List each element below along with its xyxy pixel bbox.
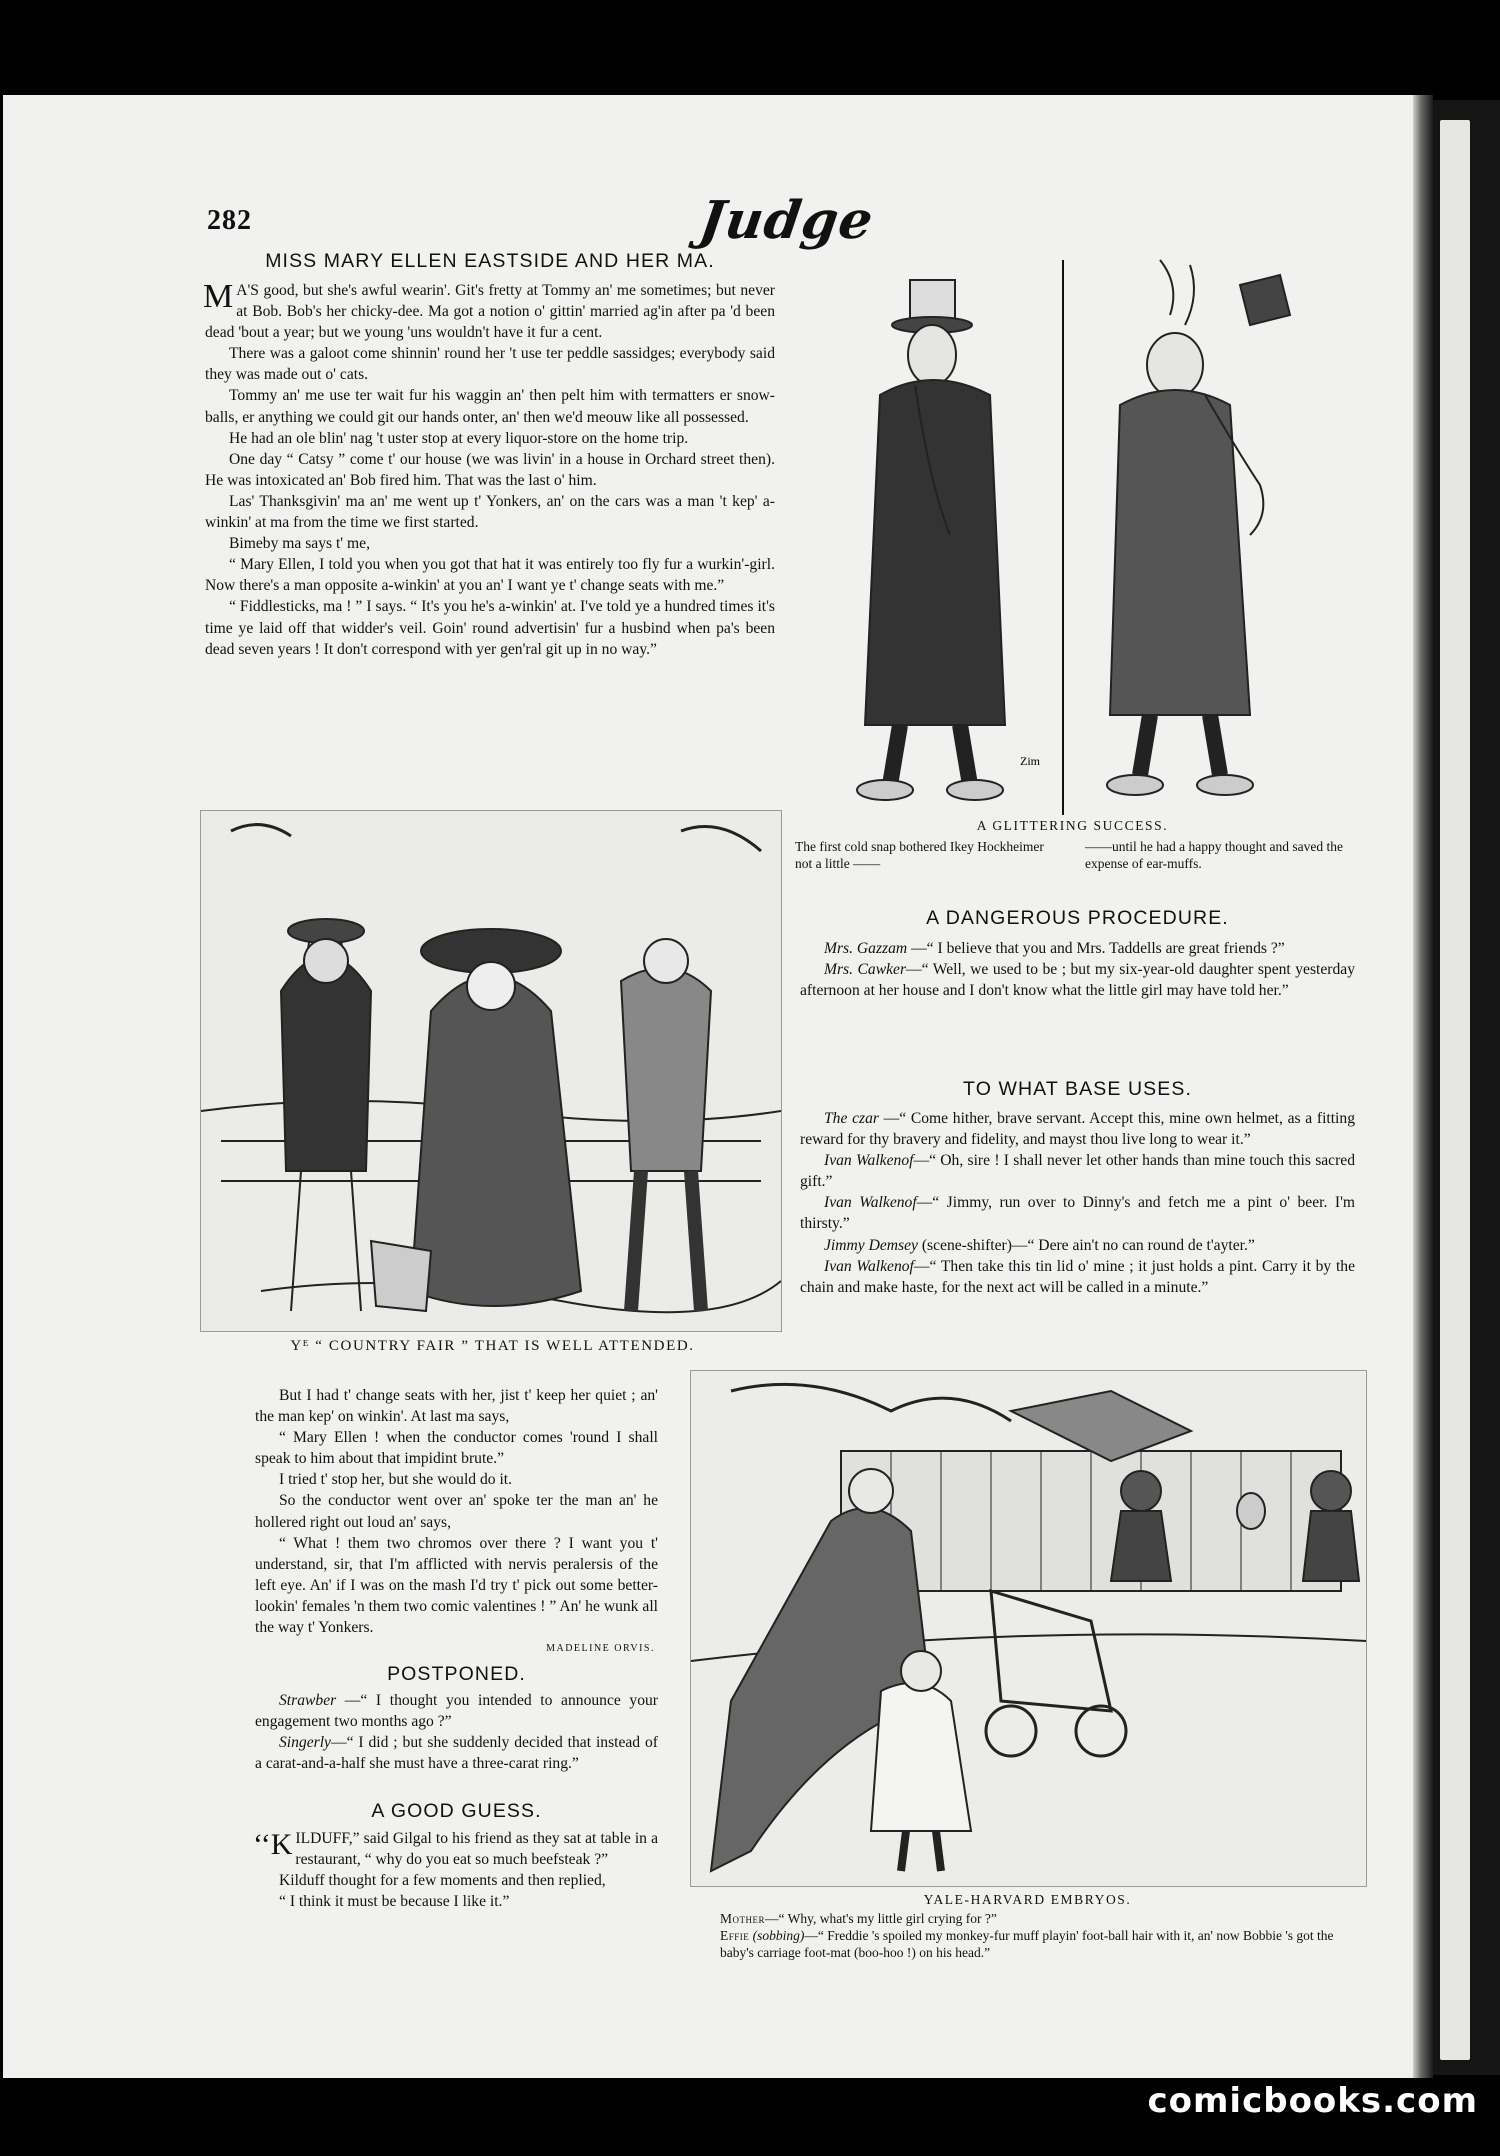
paragraph: There was a galoot come shinnin' round her 't use ter peddle sassidges; everybody said they was made out o' cats.	[205, 345, 775, 384]
article-body-base-uses	[800, 1108, 1355, 1298]
article-body-postponed	[255, 1690, 658, 1774]
speaker: Mrs. Gazzam	[824, 940, 908, 957]
illustration-glittering-success	[820, 255, 1325, 815]
paragraph: “ What ! them two chromos over there ? I want you t' understand, sir, that I'm afflicted with nervis peralersis of the left eye. An' if I was on the mash I'd try t' pick out some better-lookin' females 'n them two comic valentines ! ” An' he wunk all the way t' Yonkers.	[255, 1534, 658, 1637]
dialogue-line: —“ Come hither, brave servant. Accept this, mine own helmet, as a fitting reward for thy bravery and fidelity, and mayst thou live long to wear it.”	[800, 1110, 1355, 1149]
dialogue-line: —“ Oh, sire ! I shall never let other hands than mine touch this sacred gift.”	[800, 1152, 1356, 1191]
article-title-miss-mary-ellen: MISS MARY ELLEN EASTSIDE AND HER MA.	[265, 250, 715, 272]
dialogue-line: —“ Well, we used to be ; but my six-year-old daughter spent yesterday afternoon at her house and I don't know what the little girl may have told her.”	[800, 961, 1355, 1000]
paragraph: ILDUFF,” said Gilgal to his friend as they sat at table in a restaurant, “ why do you eat so much beefsteak ?”	[295, 1830, 658, 1869]
paragraph: Bimeby ma says t' me,	[229, 535, 370, 553]
speaker: Ivan Walkenof	[824, 1194, 917, 1212]
article-body-miss-mary-ellen	[205, 280, 775, 660]
dialogue-line: —“ I thought you intended to announce your engagement two months ago ?”	[255, 1692, 658, 1731]
paragraph: Kilduff thought for a few moments and then replied,	[279, 1872, 606, 1890]
paragraph: Tommy an' me use ter wait fur his waggin an' then pelt him with termatters er snow-balls, er anything we could git our hands onter, an' then we'd meouw like all possessed.	[205, 387, 775, 426]
paragraph: I tried t' stop her, but she would do it.	[279, 1471, 513, 1489]
article-title-dangerous-procedure: A DANGEROUS PROCEDURE.	[926, 907, 1229, 929]
paragraph: One day “ Catsy ” come t' our house (we was livin' in a house in Orchard street then). He was intoxicated an' Bob fired him. That was the last o' him.	[205, 450, 775, 489]
speaker: Strawber	[279, 1692, 337, 1709]
stage-direction: (sobbing)	[752, 1928, 805, 1943]
speaker: Mother	[720, 1911, 766, 1926]
speaker: Mrs. Cawker	[824, 961, 907, 979]
paragraph: “ Fiddlesticks, ma ! ” I says. “ It's you he's a-winkin' at. I've told ye a hundred times it's time ye laid off that widder's veil. Goin' round advertisin' fur a husbind when pa's been dead seven years ! It don't correspond with yer gen'ral git up in no way.”	[205, 598, 775, 658]
dialogue-line: —“ I believe that you and Mrs. Taddells are great friends ?”	[907, 940, 1285, 957]
speaker: The czar	[824, 1110, 879, 1127]
paragraph: But I had t' change seats with her, jist t' keep her quiet ; an' the man kep' on winkin'. At last ma says,	[255, 1387, 658, 1426]
speaker: Singerly	[279, 1734, 331, 1752]
dialogue-line: —“ Freddie 's spoiled my monkey-fur muff playin' foot-ball hair with it, an' now Bobbie 's got the baby's carriage foot-mat (boo-hoo !) on his head.”	[720, 1928, 1334, 1960]
drop-cap: ‘‘K	[253, 1828, 293, 1861]
caption-right-panel: ——until he had a happy thought and saved the expense of ear-muffs.	[1085, 839, 1343, 871]
author-signature: MADELINE ORVIS.	[546, 1643, 655, 1654]
masthead-logo: Judge	[695, 190, 878, 251]
paragraph: “ I think it must be because I like it.”	[279, 1893, 510, 1911]
paragraph: “ Mary Ellen ! when the conductor comes 'round I shall speak to him about that impidint brute.”	[255, 1429, 658, 1468]
paragraph: So the conductor went over an' spoke ter the man an' he hollered right out loud an' says,	[255, 1492, 658, 1531]
article-body-good-guess	[255, 1828, 658, 1912]
dialogue-line: —“ Then take this tin lid o' mine ; it just holds a pint. Carry it by the chain and make haste, for the next act will be called in a minute.”	[800, 1257, 1355, 1296]
paragraph: Las' Thanksgivin' ma an' me went up t' Yonkers, an' on the cars was a man 't kep' a-winkin' at ma from the time we first started.	[205, 492, 775, 532]
dialogue-line: —“ I did ; but she suddenly decided that instead of a carat-and-a-half she must have a three-carat ring.”	[255, 1734, 658, 1773]
dialogue-line: (scene-shifter)—“ Dere ain't no can round de t'ayter.”	[917, 1236, 1255, 1254]
illustration-country-fair	[200, 810, 782, 1332]
page-number: 282	[207, 205, 252, 236]
paragraph: “ Mary Ellen, I told you when you got that hat it was entirely too fly fur a wurkin'-girl. Now there's a man opposite a-winkin' at you an' I want ye t' change seats with me.”	[205, 556, 775, 595]
speaker: Jimmy Demsey	[824, 1236, 918, 1254]
article-body-dangerous-procedure	[800, 938, 1355, 1001]
caption-yale-dialogue	[720, 1910, 1370, 1961]
speaker: Ivan Walkenof	[824, 1152, 914, 1170]
illustration-yale-harvard	[690, 1370, 1367, 1887]
drop-cap: M	[203, 278, 234, 315]
speaker: Effie	[720, 1928, 750, 1943]
article-body-continued	[255, 1385, 658, 1638]
article-title-postponed: POSTPONED.	[387, 1663, 526, 1685]
paragraph: A'S good, but she's awful wearin'. Git's fretty at Tommy an' me sometimes; but never at Bob. Bob's her chicky-dee. Ma got a notion o' gittin' married ag'in after pa 'd been dead 'bout a year; but we young 'uns wouldn't have it fur a cent.	[205, 282, 775, 342]
caption-left-panel: The first cold snap bothered Ikey Hockheimer not a little ——	[795, 839, 1044, 871]
dialogue-line: —“ Why, what's my little girl crying for ?”	[765, 1911, 997, 1926]
artist-signature: Zim	[1020, 754, 1040, 768]
watermark-logo: comicbooks.com	[1147, 2081, 1478, 2121]
caption-country-fair: Yᴱ “ COUNTRY FAIR ” THAT IS WELL ATTENDED.	[290, 1338, 695, 1354]
dialogue-line: —“ Jimmy, run over to Dinny's and fetch me a pint o' beer. I'm thirsty.”	[800, 1194, 1356, 1233]
article-title-good-guess: A GOOD GUESS.	[371, 1800, 542, 1822]
page-spine	[1413, 95, 1433, 2078]
speaker: Ivan Walkenof	[824, 1257, 914, 1275]
next-page-paper	[1440, 120, 1470, 2060]
paragraph: He had an ole blin' nag 't uster stop at every liquor-store on the home trip.	[229, 429, 689, 447]
caption-yale-harvard: YALE-HARVARD EMBRYOS.	[923, 1892, 1132, 1907]
caption-glittering-success: A GLITTERING SUCCESS.	[976, 818, 1169, 833]
article-title-base-uses: TO WHAT BASE USES.	[963, 1078, 1192, 1100]
